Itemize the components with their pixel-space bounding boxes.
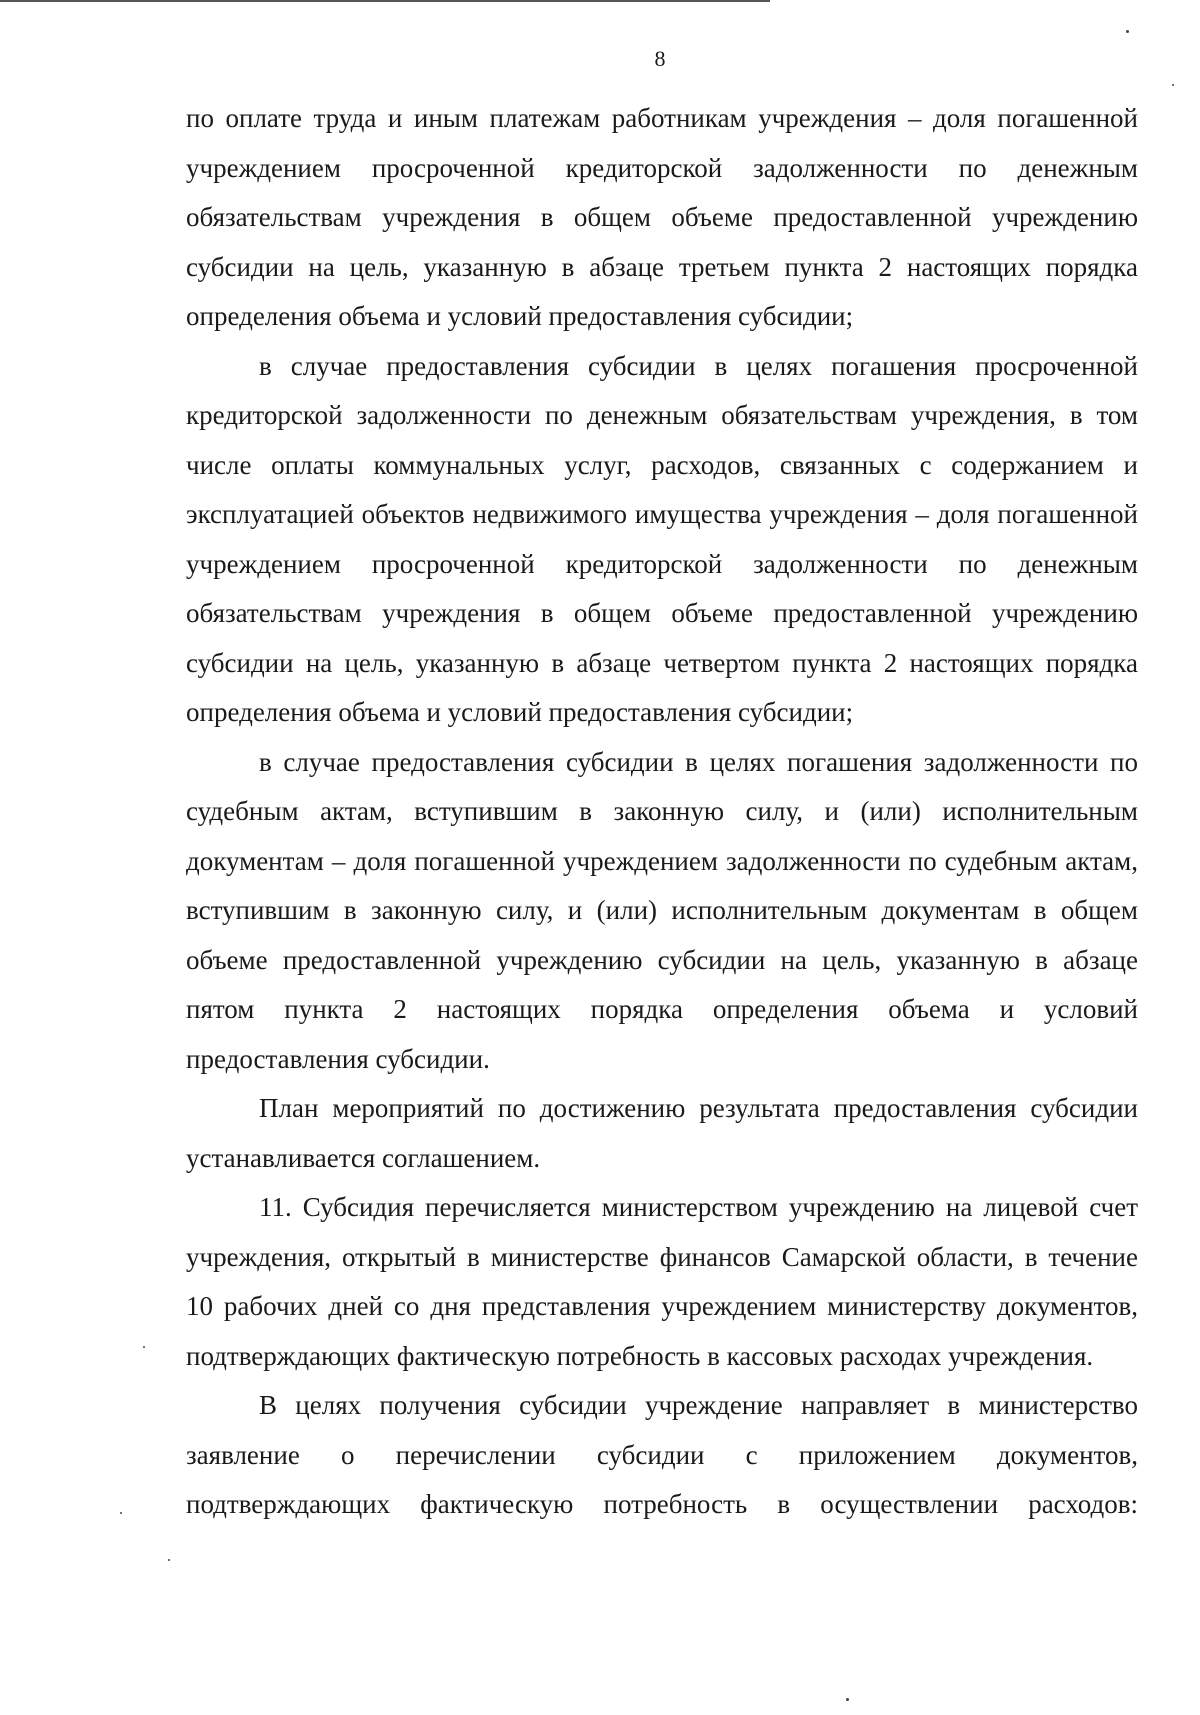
paragraph-application — [186, 1381, 1138, 1530]
paragraph-text: в случае предоставления субсидии в целях погашения задолженности по судебным актам, вступившим в законную силу, и (или) исполнительным документам – доля погашенной учреждением задолженности по судебным актам, вступившим в законную силу, и (или) исполнительным документам в общем объеме предоставленной учреждению субсидии на цель, указанную в абзаце пятом пункта 2 настоящих порядка определения объема и условий предоставления субсидии. — [186, 746, 1138, 1074]
scan-speck — [1172, 84, 1174, 86]
paragraph-creditor-debt — [186, 342, 1138, 738]
scan-speck — [168, 1559, 170, 1561]
paragraph-salary-debt — [186, 94, 1138, 342]
paragraph-text: в случае предоставления субсидии в целях погашения просроченной кредиторской задолженности по денежным обязательствам учреждения, в том числе оплаты коммунальных услуг, расходов, связанных с содержанием и эксплуатацией объектов недвижимого имущества учреждения – доля погашенной учреждением просроченной кредиторской задолженности по денежным обязательствам учреждения в общем объеме предоставленной учреждению субсидии на цель, указанную в абзаце четвертом пункта 2 настоящих порядка определения объема и условий предоставления субсидии; — [186, 350, 1138, 727]
paragraph-court-debt — [186, 738, 1138, 1085]
scan-speck — [846, 1698, 849, 1701]
scan-edge-line — [0, 0, 770, 2]
document-body — [186, 94, 1138, 1530]
scan-speck — [143, 1346, 145, 1348]
page-number: 8 — [654, 46, 666, 71]
scan-speck — [120, 1512, 122, 1514]
paragraph-text: В целях получения субсидии учреждение направляет в министерство заявление о перечислении субсидии с приложением документов, подтверждающих фактическую потребность в осуществлении расходов: — [186, 1390, 1138, 1519]
paragraph-text: 11. Субсидия перечисляется министерством учреждению на лицевой счет учреждения, открытый в министерстве финансов Самарской области, в течение 10 рабочих дней со дня представления учреждением министерству документов, подтверждающих фактическую потребность в кассовых расходах учреждения. — [186, 1192, 1138, 1371]
paragraph-action-plan — [186, 1084, 1138, 1183]
paragraph-text: План мероприятий по достижению результата предоставления субсидии устанавливается соглашением. — [186, 1093, 1138, 1173]
paragraph-text: по оплате труда и иным платежам работникам учреждения – доля погашенной учреждением просроченной кредиторской задолженности по денежным обязательствам учреждения в общем объеме предоставленной учреждению субсидии на цель, указанную в абзаце третьем пункта 2 настоящих порядка определения объема и условий предоставления субсидии; — [186, 103, 1138, 331]
scan-speck — [1126, 30, 1129, 33]
paragraph-item-11 — [186, 1183, 1138, 1381]
